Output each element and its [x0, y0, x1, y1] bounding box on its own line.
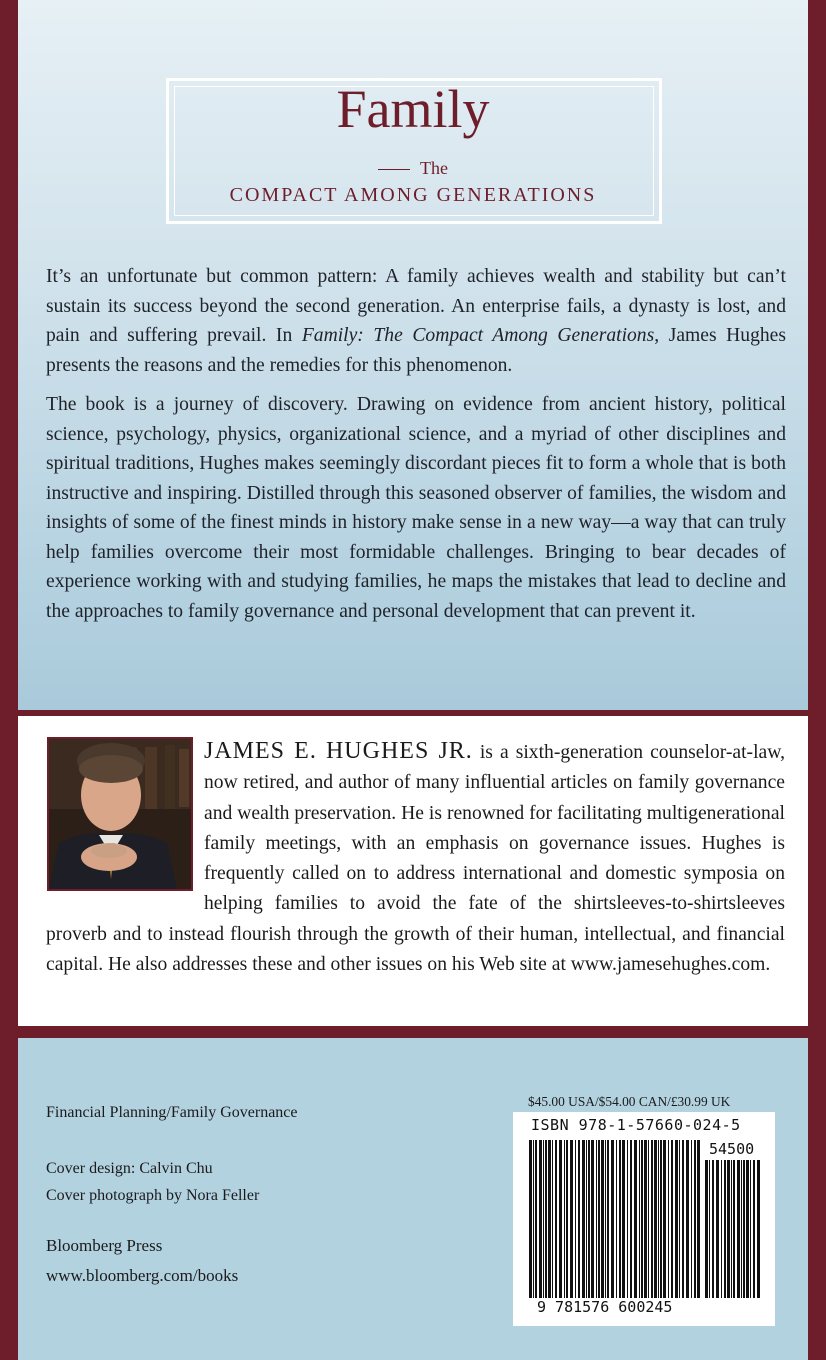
barcode-bar	[564, 1140, 565, 1298]
barcode-bar	[622, 1140, 625, 1298]
barcode-bar	[548, 1140, 551, 1298]
author-panel	[18, 716, 808, 1026]
barcode-bar	[529, 1140, 532, 1298]
cover-design-credit: Cover design: Calvin Chu	[46, 1160, 213, 1177]
ean-barcode	[529, 1140, 701, 1300]
book-title: Family	[336, 79, 490, 139]
barcode-bar	[679, 1140, 680, 1298]
addon-digits: 54500	[709, 1140, 755, 1158]
barcode-box	[513, 1112, 775, 1326]
barcode-bar	[731, 1160, 732, 1298]
barcode-bar	[566, 1140, 568, 1298]
barcode-bar	[753, 1160, 755, 1298]
ean-digits: 9 781576 600245	[537, 1298, 673, 1316]
barcode-bar	[648, 1140, 649, 1298]
barcode-bar	[575, 1140, 576, 1298]
barcode-bar	[630, 1140, 632, 1298]
barcode-bar	[619, 1140, 621, 1298]
barcode-bar	[539, 1140, 542, 1298]
blurb-paragraph-2: The book is a journey of discovery. Drawing on evidence from ancient history, political science, psychology, physics, organizational science, and a myriad of other disciplines and spiritual traditions, Hughes makes seemingly discordant pieces fit to form a whole that is both instructive and inspiring. Distilled through this seasoned observer of families, the wisdom and insights of some of the finest minds in history make sense in a new way—a way that can truly help families overcome their most formidable challenges. Bringing to bear decades of experience working with and studying families, he maps the mistakes that lead to decline and the approaches to family governance and personal development that can prevent it.	[46, 394, 786, 622]
barcode-bar	[644, 1140, 647, 1298]
barcode-bar	[578, 1140, 580, 1298]
blurb-p1-end: , James Hughes presents the reasons and the remedies for this phenomenon.	[46, 325, 786, 376]
barcode-bar	[686, 1140, 689, 1298]
barcode-bar	[737, 1160, 740, 1298]
barcode-bar	[596, 1140, 597, 1298]
book-category: Financial Planning/Family Governance	[46, 1104, 298, 1121]
barcode-bar	[682, 1140, 684, 1298]
barcode-bar	[671, 1140, 673, 1298]
barcode-bar	[533, 1140, 534, 1298]
barcode-bar	[750, 1160, 751, 1298]
barcode-bar	[552, 1140, 553, 1298]
barcode-bar	[627, 1140, 628, 1298]
blurb-p1-italic-title: Family: The Compact Among Generations	[301, 325, 655, 346]
barcode-bar	[654, 1140, 657, 1298]
barcode-bar	[705, 1160, 708, 1298]
barcode-bar	[746, 1160, 749, 1298]
price-line: $45.00 USA/$54.00 CAN/£30.99 UK	[528, 1094, 731, 1109]
blurb-paragraph-1	[46, 262, 786, 380]
barcode-bar	[743, 1160, 745, 1298]
barcode-bar	[697, 1140, 700, 1298]
barcode-bar	[598, 1140, 600, 1298]
barcode-bar	[668, 1140, 669, 1298]
barcode-bar	[601, 1140, 604, 1298]
author-name: JAMES E. HUGHES JR.	[204, 738, 473, 764]
barcode-bar	[663, 1140, 666, 1298]
barcode-bar	[675, 1140, 678, 1298]
barcode-bar	[555, 1140, 557, 1298]
subtitle-the-text: The	[420, 158, 448, 178]
publisher-website: www.bloomberg.com/books	[46, 1266, 239, 1285]
barcode-bar	[545, 1140, 547, 1298]
blurb-p1-start: It’s an unfortunate but common pattern: A family achieves wealth and stability but can’t sustain its success beyond the second generation. An enterprise fails, a dynasty is lost, and pain and suffering prevail. In	[46, 266, 786, 346]
barcode-bar	[733, 1160, 735, 1298]
author-photo-image	[49, 739, 191, 889]
barcode-bar	[543, 1140, 544, 1298]
barcode-bar	[535, 1140, 537, 1298]
barcode-bar	[639, 1140, 640, 1298]
barcode-bar	[716, 1160, 719, 1298]
barcode-bar	[605, 1140, 606, 1298]
barcode-bar	[616, 1140, 617, 1298]
barcode-bar	[709, 1160, 710, 1298]
barcode-bar	[757, 1160, 760, 1298]
barcode-bar	[658, 1140, 659, 1298]
barcode-bar	[721, 1160, 722, 1298]
barcode-bar	[591, 1140, 594, 1298]
barcode-bar	[694, 1140, 696, 1298]
barcode-bar	[651, 1140, 653, 1298]
barcode-bar	[582, 1140, 585, 1298]
publisher-name: Bloomberg Press	[46, 1236, 163, 1255]
barcode-bar	[660, 1140, 662, 1298]
barcode-bar	[586, 1140, 587, 1298]
book-subtitle: COMPACT AMONG GENERATIONS	[229, 184, 597, 206]
barcode-bar	[724, 1160, 726, 1298]
top-panel	[18, 0, 808, 710]
barcode-bar	[611, 1140, 614, 1298]
barcode-bar	[741, 1160, 742, 1298]
barcode-bar	[712, 1160, 714, 1298]
author-bio-text: is a sixth-generation counselor-at-law, now retired, and author of many influential articles on family governance and wealth preservation. He is renowned for facilitating multigenerational family meetings, with an emphasis on governance issues. Hughes is frequently called on to address international and domestic symposia on helping families to avoid the fate of the shirtsleeves-to-shirtsleeves proverb and to instead flourish through the growth of their human, intellectual, and financial capital. He also addresses these and other issues on his Web site at www.jamesehughes.com.	[46, 742, 785, 976]
isbn-label: ISBN 978-1-57660-024-5	[531, 1116, 741, 1134]
barcode-bar	[641, 1140, 643, 1298]
barcode-bar	[588, 1140, 590, 1298]
barcode-bar	[559, 1140, 562, 1298]
addon-barcode	[705, 1160, 761, 1300]
bottom-panel	[18, 1038, 808, 1360]
book-blurb	[46, 262, 786, 626]
barcode-bar	[570, 1140, 573, 1298]
cover-photo-credit: Cover photograph by Nora Feller	[46, 1187, 260, 1204]
barcode-bar	[634, 1140, 637, 1298]
title-rule	[378, 169, 410, 170]
subtitle-the	[18, 158, 808, 179]
barcode-bar	[607, 1140, 609, 1298]
barcode-bar	[691, 1140, 692, 1298]
author-photo	[47, 737, 193, 891]
barcode-bar	[727, 1160, 730, 1298]
